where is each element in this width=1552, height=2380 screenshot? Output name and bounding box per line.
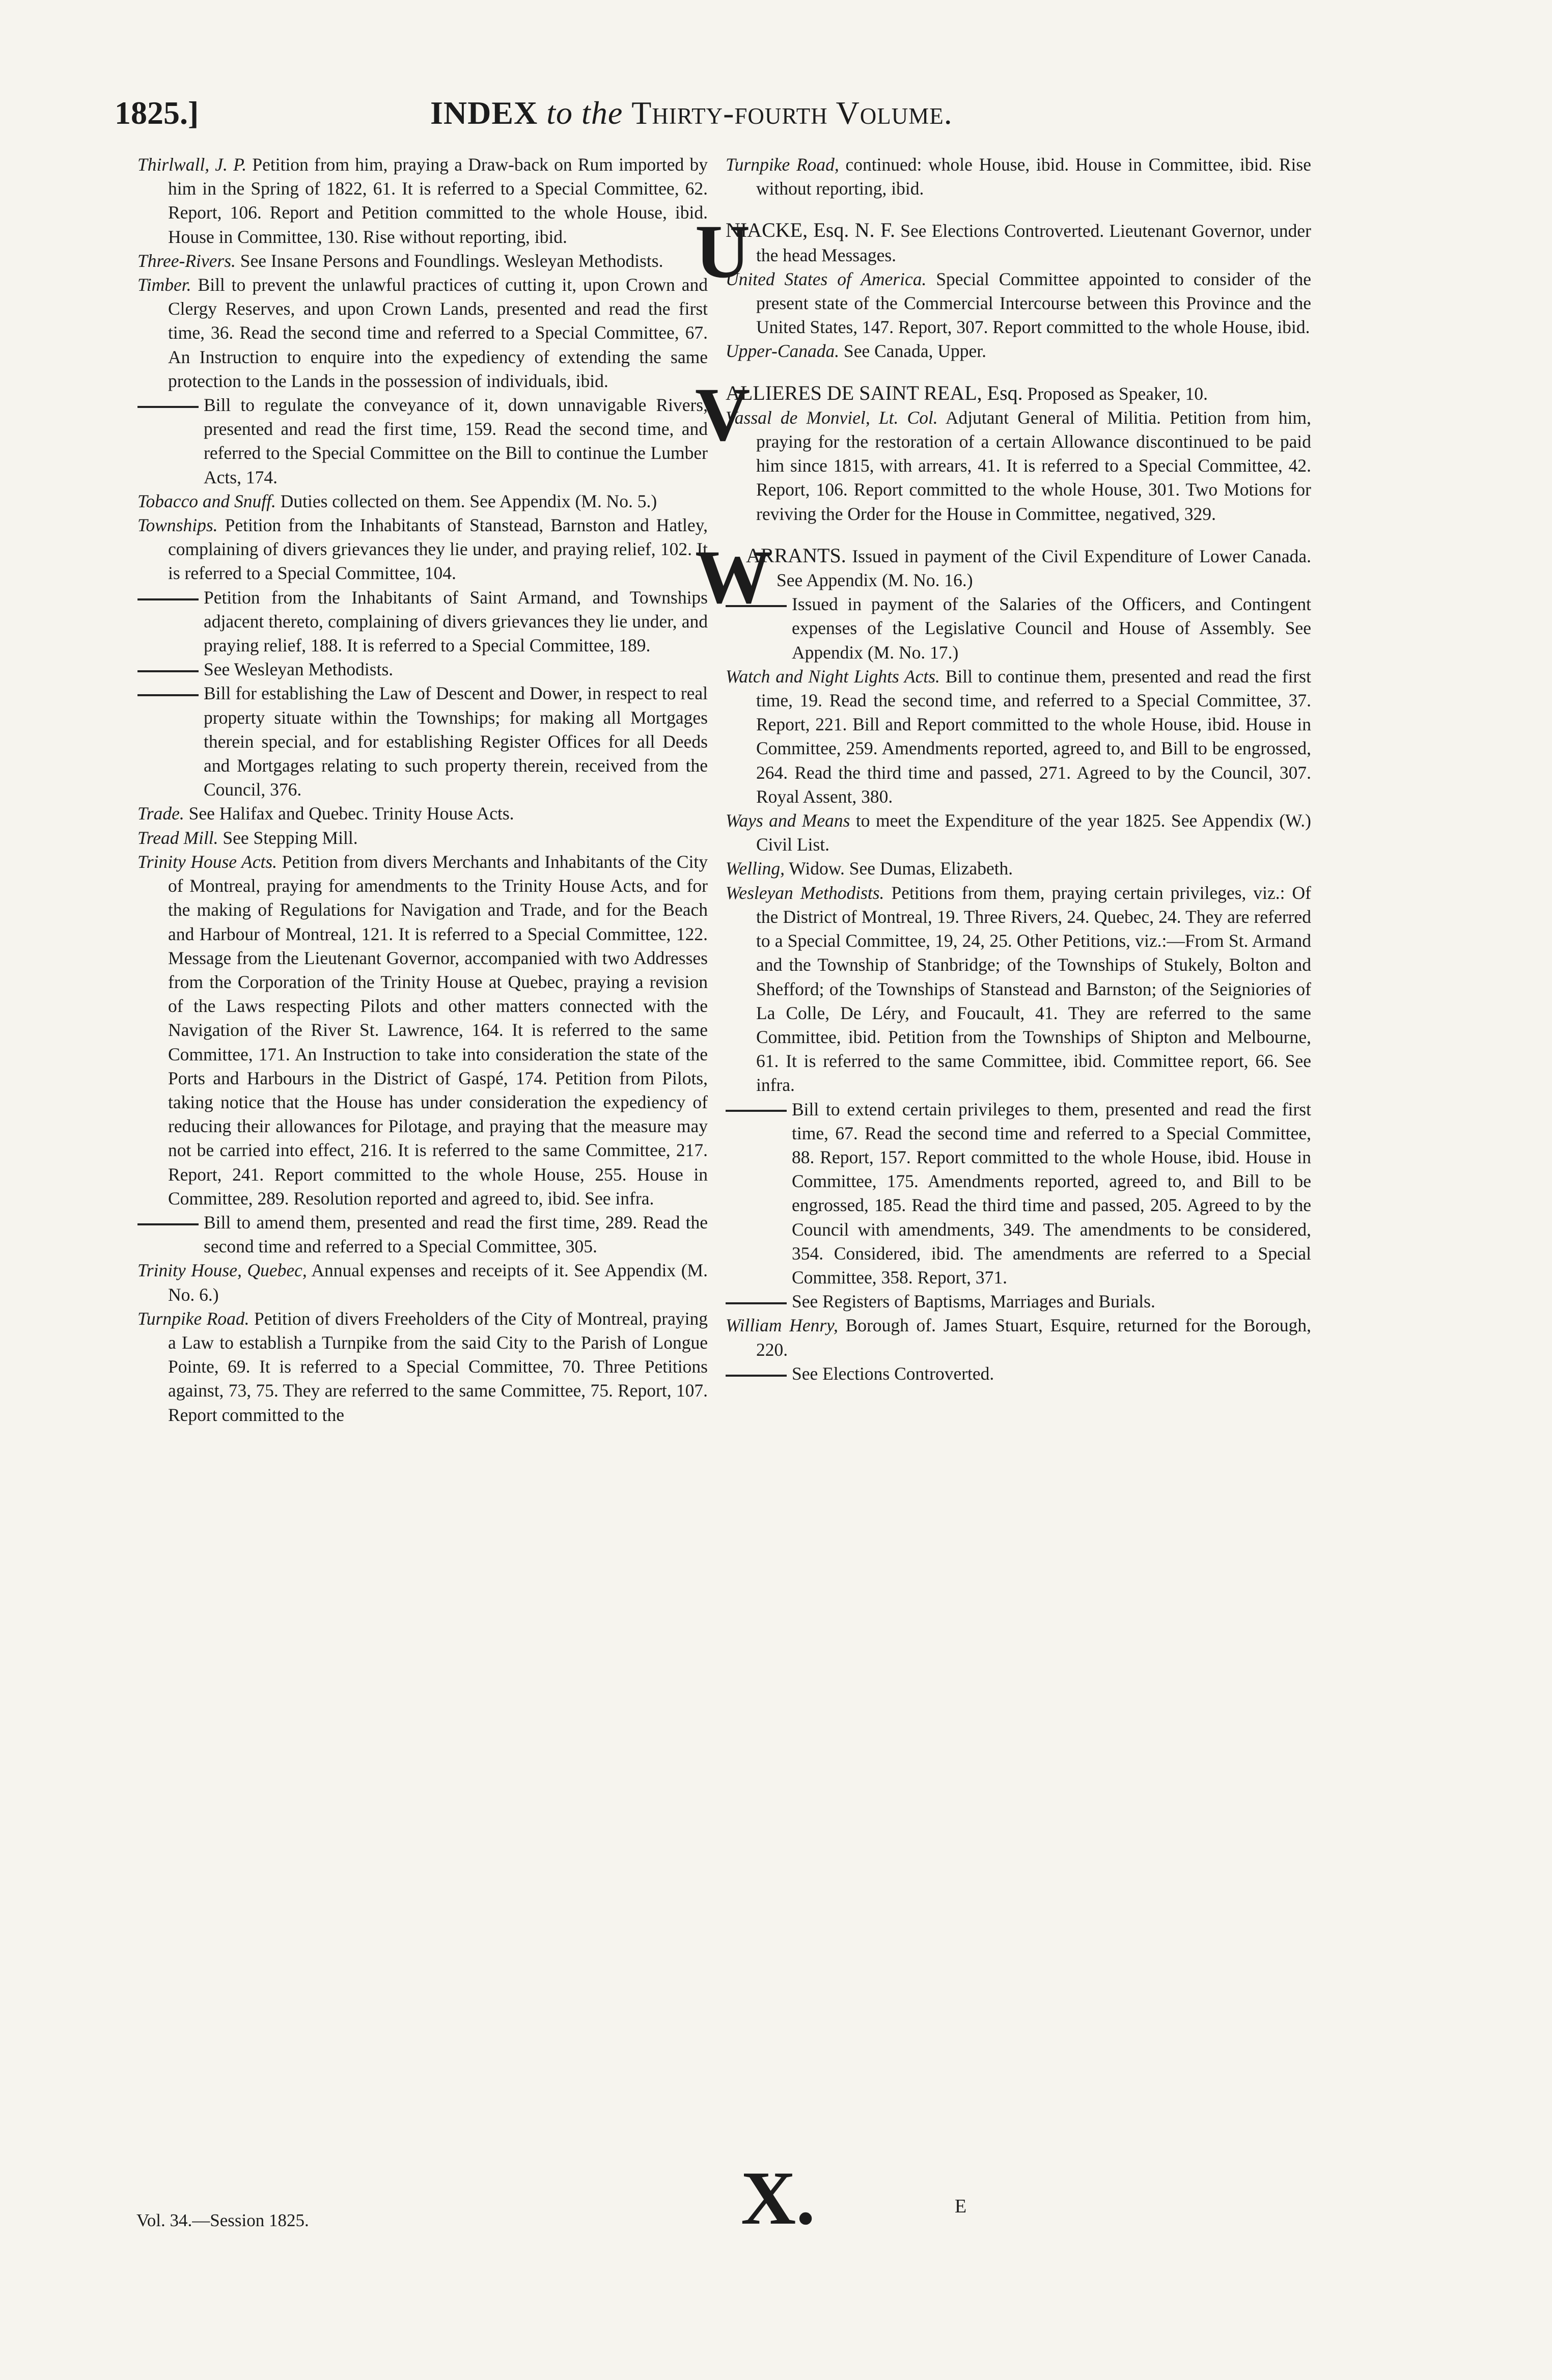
index-entry: [726, 857, 1311, 881]
entry-text: Bill to continue them, presented and read the first time, 19. Read the second time, and referred to a Special Committee, 37. Report, 221. Bill and Report committed to the whole House, ibid. House in Committee, 259. Amendments reported, agreed to, and Bill to be engrossed, 264. Read the third time and passed, 271. Agreed to by the Council, 307. Royal Assent, 380.: [756, 666, 1311, 807]
entry-heading: ALLIERES DE SAINT REAL, Esq.: [726, 381, 1023, 404]
entry-heading: Tread Mill.: [137, 827, 218, 848]
index-entry: [726, 1098, 1311, 1290]
index-entry: [137, 249, 708, 273]
entry-text: Annual expenses and receipts of it. See Appendix (M. No. 6.): [168, 1260, 708, 1305]
entry-text: Petition from the Inhabitants of Stanstead, Barnston and Hatley, complaining of divers grievances they lie under, and praying relief, 102. It is referred to a Special Committee, 104.: [168, 515, 708, 584]
page-year: 1825.]: [115, 95, 199, 131]
title-index: INDEX: [430, 95, 538, 131]
index-entry: [726, 1290, 1311, 1314]
ditto-dash: [726, 1375, 787, 1377]
index-entry: [137, 681, 708, 802]
title-to-the: to the: [546, 95, 623, 131]
entry-text: Petitions from them, praying certain privileges, viz.: Of the District of Montreal, 19. Three Rivers, 24. Quebec, 24. They are referred to a Special Committee, 19, 24, 25. Other Petitions, viz.:—From St. Armand and the Township of Stanbridge; of the Townships of Stukely, Bolton and Shefford; of the Townships of Stanstead and Barnston; of the Seigniories of La Colle, De Léry, and Foucault, 41. They are referred to the same Committee, ibid. Petition from the Townships of Shipton and Melbourne, 61. It is referred to the same Committee, ibid. Committee report, 66. See infra.: [756, 882, 1311, 1096]
entry-heading: Turnpike Road.: [137, 1308, 250, 1329]
section-initial: V: [695, 372, 751, 457]
entry-heading: Ways and Means: [726, 810, 850, 831]
ditto-dash: [726, 1302, 787, 1304]
entry-text: See Wesleyan Methodists.: [204, 659, 394, 680]
index-entry: [137, 586, 708, 658]
entry-text: Petition from divers Merchants and Inhabitants of the City of Montreal, praying for amendments to the Trinity House Acts, and for the making of Regulations for Navigation and Trade, and for the Beach and Harbour of Montreal, 121. It is referred to a Special Committee, 122. Message from the Lieutenant Governor, accompanied with two Addresses from the Corporation of the Trinity House at Quebec, praying a revision of the Laws respecting Pilots and other matters connected with the Navigation of the River St. Lawrence, 164. It is referred to the same Committee, 171. An Instruction to take into consideration the state of the Ports and Harbours in the District of Gaspé, 174. Petition from Pilots, taking notice that the House has under consideration the expediency of reducing their allowances for Pilotage, and praying that the measure may not be carried into effect, 216. It is referred to the same Committee, 217. Report, 241. Report committed to the whole House, 255. House in Committee, 289. Resolution reported and agreed to, ibid. See infra.: [168, 851, 708, 1209]
entry-heading: Turnpike Road,: [726, 154, 839, 175]
entry-text: See Stepping Mill.: [223, 827, 358, 848]
entry-heading: William Henry,: [726, 1315, 838, 1336]
ditto-dash: [137, 598, 199, 600]
entry-text: Issued in payment of the Civil Expenditure of Lower Canada. See Appendix (M. No. 16.): [777, 545, 1312, 591]
section-initial: W: [695, 534, 771, 619]
index-entry: [726, 665, 1311, 809]
index-entry: [726, 592, 1311, 665]
signature-mark: E: [955, 2196, 967, 2217]
entry-text: Widow. See Dumas, Elizabeth.: [789, 858, 1013, 879]
left-column: [137, 153, 708, 1427]
entry-text: See Halifax and Quebec. Trinity House Acts.: [188, 803, 514, 824]
index-entry: [137, 658, 708, 681]
entry-heading: Wesleyan Methodists.: [726, 882, 884, 903]
section-letter-x: X.: [741, 2156, 815, 2240]
index-entry: [695, 534, 1312, 619]
entry-text: Issued in payment of the Salaries of the Officers, and Contingent expenses of the Legislative Council and House of Assembly. See Appendix (M. No. 17.): [792, 594, 1311, 663]
entry-heading: ARRANTS.: [746, 543, 846, 567]
index-entry: [726, 406, 1311, 526]
entry-text: Petition from him, praying a Draw-back on Rum imported by him in the Spring of 1822, 61. It is referred to a Special Committee, 62. Report, 106. Report and Petition committed to the whole House, ibid. House in Committee, 130. Rise without reporting, ibid.: [168, 154, 708, 247]
entry-text: to meet the Expenditure of the year 1825. See Appendix (W.) Civil List.: [756, 810, 1312, 855]
ditto-dash: [726, 605, 787, 607]
index-entry: [137, 802, 708, 826]
index-entry: [137, 1211, 708, 1259]
index-entry: [726, 809, 1311, 857]
entry-heading: Timber.: [137, 275, 191, 295]
ditto-dash: [137, 406, 199, 408]
entry-text: Bill for establishing the Law of Descent and Dower, in respect to real property situate within the Townships; for making all Mortgages therein special, and for establishing Register Offices for all Deeds and Mortgages relating to such property therein, received from the Council, 376.: [204, 683, 708, 800]
entry-text: See Elections Controverted. Lieutenant Governor, under the head Messages.: [756, 221, 1311, 265]
entry-text: continued: whole House, ibid. House in Committee, ibid. Rise without reporting, ibid.: [756, 154, 1311, 199]
index-entry: [137, 850, 708, 1211]
entry-text: See Registers of Baptisms, Marriages and Burials.: [792, 1291, 1155, 1312]
entry-text: Duties collected on them. See Appendix (M. No. 5.): [280, 490, 657, 511]
entry-text: Borough of. James Stuart, Esquire, returned for the Borough, 220.: [756, 1315, 1312, 1360]
ditto-dash: [137, 670, 199, 672]
entry-heading: Upper-Canada.: [726, 341, 840, 362]
index-entry: [137, 489, 708, 513]
index-entry: [726, 881, 1311, 1098]
entry-text: Petition from the Inhabitants of Saint Armand, and Townships adjacent thereto, complaining of divers grievances they lie under, and praying relief, 188. It is referred to a Special Committee, 189.: [204, 587, 708, 656]
entry-heading: Trinity House Acts.: [137, 851, 278, 872]
title-volume: Thirty-fourth Volume.: [631, 95, 953, 131]
volume-footer: Vol. 34.—Session 1825.: [136, 2210, 309, 2230]
ditto-dash: [137, 1223, 199, 1225]
index-entry: [137, 153, 708, 249]
index-entry: [726, 267, 1311, 340]
index-entry: [137, 273, 708, 393]
ditto-dash: [137, 694, 199, 696]
ditto-dash: [726, 1110, 787, 1112]
entry-heading: Tobacco and Snuff.: [137, 490, 276, 511]
page-title: [430, 94, 953, 132]
entry-text: Adjutant General of Militia. Petition from him, praying for the restoration of a certain Allowance discontinued to be paid him since 1815, with arrears, 41. It is referred to a Special Committee, 42. Report, 106. Report committed to the whole House, 301. Two Motions for reviving the Order for the House in Committee, negatived, 329.: [756, 407, 1312, 524]
entry-text: See Insane Persons and Foundlings. Wesleyan Methodists.: [240, 250, 663, 271]
right-column: [695, 153, 1312, 1386]
entry-heading: Townships.: [137, 515, 218, 536]
entry-heading: Welling,: [726, 858, 785, 879]
index-entry: [137, 826, 708, 850]
index-entry: [137, 1307, 708, 1427]
entry-heading: Trade.: [137, 803, 184, 824]
index-entry: [726, 1362, 1311, 1386]
entry-heading: Thirlwall, J. P.: [137, 154, 247, 175]
index-entry: [137, 1259, 708, 1306]
entry-text: Bill to extend certain privileges to them, presented and read the first time, 67. Read the second time and referred to a Special Committee, 88. Report, 157. Report committed to the whole House, ibid. House in Committee, 175. Amendments reported, agreed to, and Bill to be engrossed, 185. Read the third time and passed, 205. Agreed to by the Council with amendments, 349. The amendments to be considered, 354. Considered, ibid. The amendments are referred to a Special Committee, 358. Report, 371.: [792, 1099, 1311, 1288]
entry-text: Proposed as Speaker, 10.: [1027, 383, 1208, 404]
entry-heading: Three-Rivers.: [137, 250, 236, 271]
entry-text: See Elections Controverted.: [792, 1363, 994, 1384]
index-entry: [726, 153, 1311, 201]
entry-heading: United States of America.: [726, 268, 927, 289]
entry-text: Bill to regulate the conveyance of it, down unnavigable Rivers, presented and read the first time, 159. Read the second time, and referred to the Special Committee on the Bill to continue the Lumber Acts, 174.: [204, 395, 708, 487]
entry-heading: NIACKE, Esq. N. F.: [726, 218, 896, 242]
index-entry: [137, 393, 708, 489]
index-entry: [726, 1314, 1311, 1361]
entry-text: Petition of divers Freeholders of the City of Montreal, praying a Law to establish a Turnpike from the said City to the Parish of Longue Pointe, 69. It is referred to a Special Committee, 70. Three Petitions against, 73, 75. They are referred to the same Committee, 75. Report, 107. Report committed to the: [168, 1308, 708, 1425]
entry-heading: Watch and Night Lights Acts.: [726, 666, 940, 687]
entry-text: Bill to amend them, presented and read the first time, 289. Read the second time and referred to a Special Committee, 305.: [204, 1212, 708, 1257]
index-entry: [726, 339, 1311, 363]
section-initial: U: [695, 209, 751, 294]
entry-text: Special Committee appointed to consider of the present state of the Commercial Intercourse between this Province and the United States, 147. Report, 307. Report committed to the whole House, ibid.: [756, 268, 1312, 338]
entry-text: See Canada, Upper.: [844, 341, 986, 362]
entry-heading: Trinity House, Quebec,: [137, 1260, 307, 1281]
page-header: [115, 94, 1286, 135]
index-entry: [137, 513, 708, 586]
entry-text: Bill to prevent the unlawful practices of cutting it, upon Crown and Clergy Reserves, and upon Crown Lands, presented and read the first time, 36. Read the second time and referred to a Special Committee, 67. An Instruction to enquire into the expediency of extending the same protection to the Lands in the possession of individuals, ibid.: [168, 275, 708, 391]
entry-heading: Vassal de Monviel, Lt. Col.: [726, 407, 938, 428]
